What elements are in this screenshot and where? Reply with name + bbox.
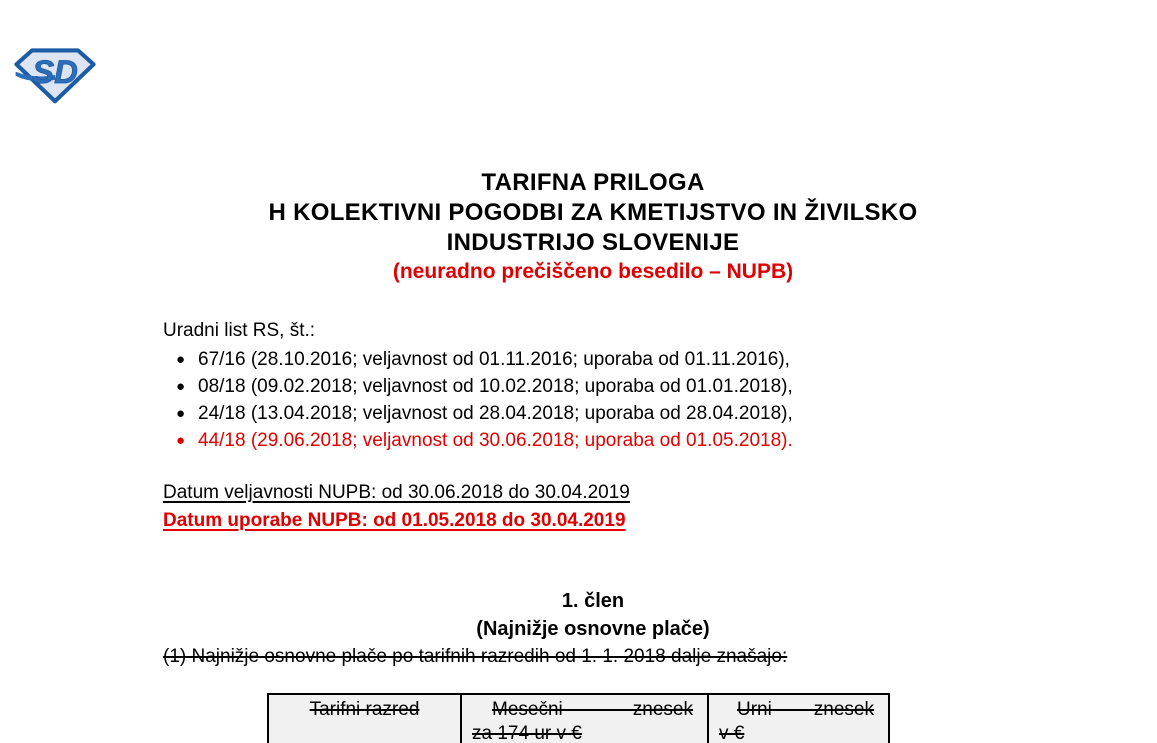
gazette-list: [163, 346, 1023, 454]
gazette-item-text: 08/18 (09.02.2018; veljavnost od 10.02.2018; uporaba od 01.01.2018),: [198, 376, 793, 397]
tariff-table: [267, 693, 890, 743]
list-item: [163, 373, 1023, 400]
list-item: [163, 346, 1023, 373]
table-header-cell: [461, 694, 708, 743]
gazette-intro: Uradni list RS, št.:: [163, 320, 316, 341]
gazette-item-text: 67/16 (28.10.2016; veljavnost od 01.11.2016; uporaba od 01.11.2016),: [198, 349, 790, 370]
page-title-line-3: INDUSTRIJO SLOVENIJE: [446, 229, 740, 256]
title-block: [163, 168, 1023, 286]
table-header-row: [268, 694, 889, 743]
article-number: 1. člen: [561, 590, 625, 612]
header-tarifni-razred: Tarifni razred: [309, 699, 420, 720]
bullet-icon: ●: [176, 378, 186, 395]
table-header-cell: [708, 694, 889, 743]
document-content: [163, 0, 1023, 743]
validity-block: [163, 479, 1023, 535]
header-mesecni-znesek-line2: za 174 ur v €: [472, 723, 582, 743]
list-item: [163, 427, 1023, 454]
article-paragraph: (1) Najnižje osnovne plače po tarifnih razredih od 1. 1. 2018 dalje znašajo:: [163, 646, 788, 667]
usage-date-line: Datum uporabe NUPB: od 01.05.2018 do 30.04.2019: [163, 510, 626, 531]
list-item: [163, 400, 1023, 427]
header-urni-znesek: Urni znesek: [737, 699, 874, 720]
validity-date-line: Datum veljavnosti NUPB: od 30.06.2018 do 30.04.2019: [163, 482, 630, 503]
header-mesecni-znesek: Mesečni znesek: [492, 699, 693, 720]
page-title-line-1: TARIFNA PRILOGA: [481, 169, 705, 196]
page-title-line-2: H KOLEKTIVNI POGODBI ZA KMETIJSTVO IN ŽIVILSKO: [268, 199, 918, 226]
gazette-item-text: 44/18 (29.06.2018; veljavnost od 30.06.2018; uporaba od 01.05.2018).: [198, 430, 793, 451]
logo-letters: SD: [32, 53, 78, 91]
union-logo-icon: [14, 46, 96, 104]
header-urni-znesek-line2: v €: [719, 723, 745, 743]
bullet-icon: ●: [176, 405, 186, 422]
page-subtitle: (neuradno prečiščeno besedilo – NUPB): [392, 260, 794, 283]
bullet-icon: ●: [176, 351, 186, 368]
gazette-item-text: 24/18 (13.04.2018; veljavnost od 28.04.2018; uporaba od 28.04.2018),: [198, 403, 793, 424]
bullet-icon: ●: [176, 432, 186, 449]
article-title: (Najnižje osnovne plače): [476, 618, 710, 640]
table-header-cell: [268, 694, 461, 743]
